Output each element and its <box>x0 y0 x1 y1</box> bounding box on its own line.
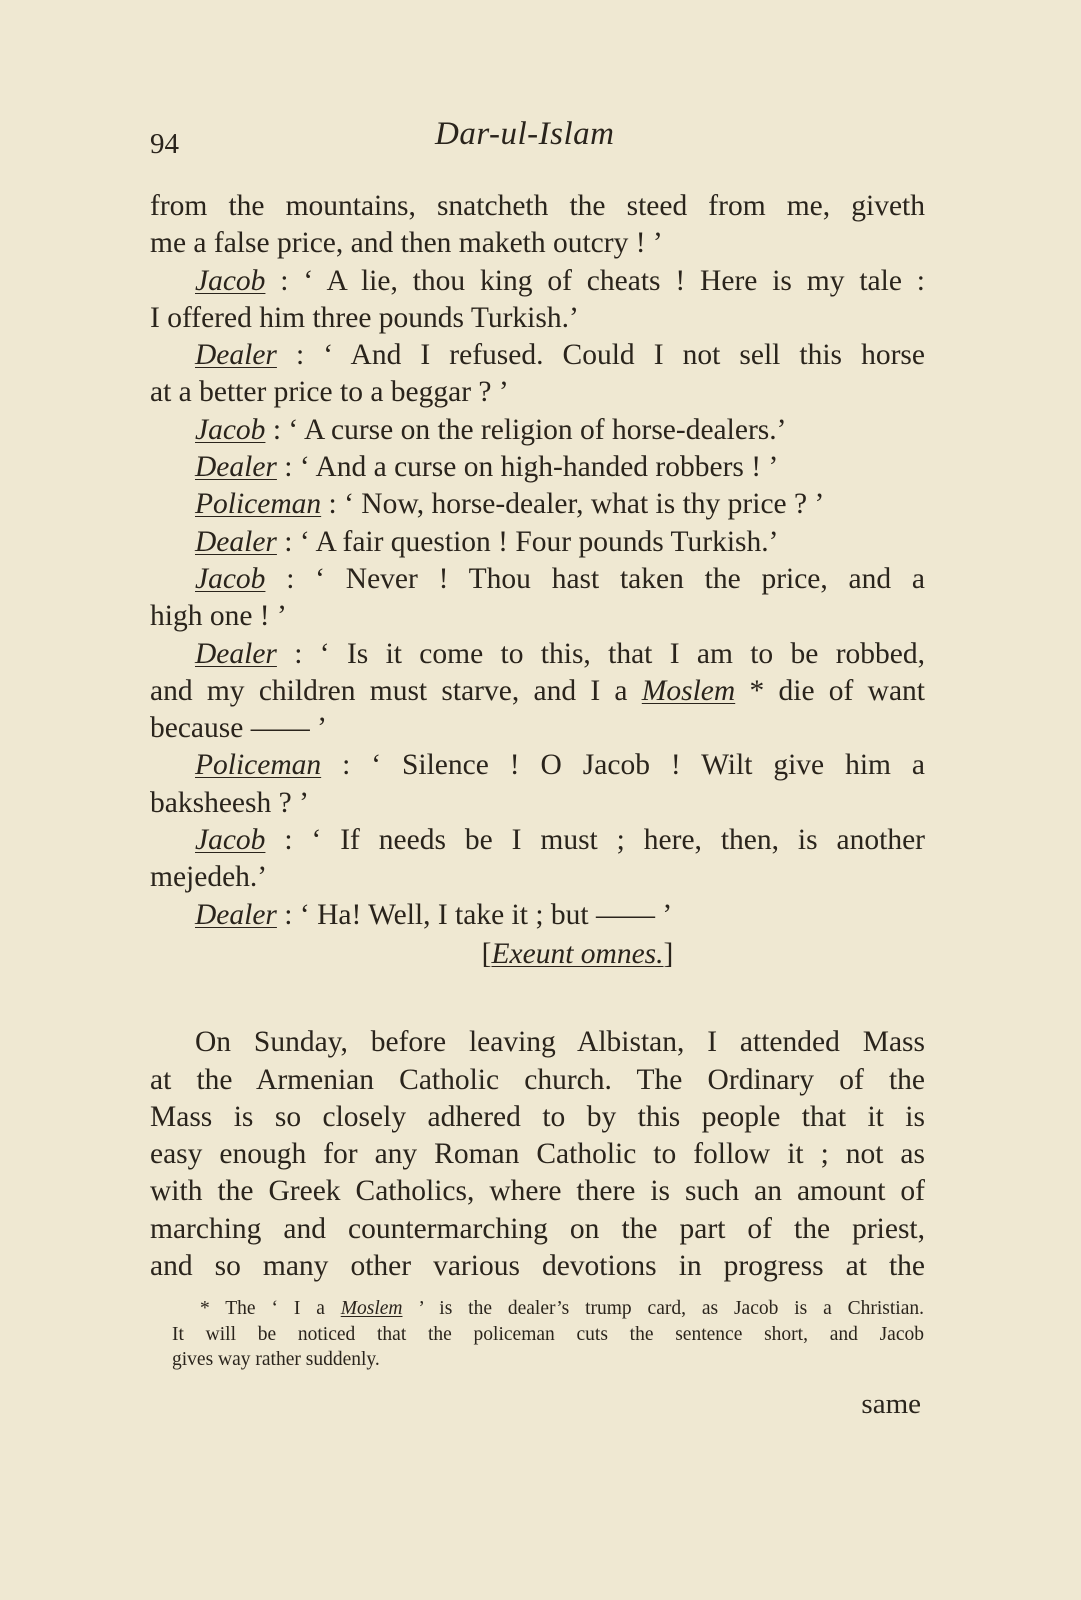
paragraph-line: easy enough for any Roman Catholic to follow it ; not as <box>150 1138 925 1171</box>
page-number: 94 <box>150 128 179 160</box>
page-header <box>150 116 930 160</box>
paragraph-line: and so many other various devotions in progress at the <box>150 1250 925 1283</box>
speaker-name: Dealer <box>195 637 277 670</box>
text-line: because —— ’ <box>150 712 327 745</box>
text-line: me a false price, and then maketh outcry ! ’ <box>150 227 663 260</box>
speaker-name: Jacob <box>195 413 266 446</box>
dialogue-line: Jacob : ‘ If needs be I must ; here, then, is another <box>195 824 925 857</box>
dialogue-line: Dealer : ‘ Is it come to this, that I am to be robbed, <box>195 637 925 670</box>
text-line: baksheesh ? ’ <box>150 786 309 819</box>
footnote-marker: * <box>200 1298 210 1319</box>
speaker-name: Dealer <box>195 339 277 372</box>
dialogue-line: Dealer : ‘ A fair question ! Four pounds Turkish.’ <box>195 525 779 558</box>
paragraph-line: On Sunday, before leaving Albistan, I attended Mass <box>195 1026 925 1059</box>
footnote <box>172 1296 924 1373</box>
dialogue-line: Jacob : ‘ A curse on the religion of horse-dealers.’ <box>195 413 787 446</box>
emphasis-moslem: Moslem <box>340 1298 403 1319</box>
dialogue-text <box>150 188 925 1285</box>
speaker-name: Jacob <box>195 264 266 297</box>
paragraph-gap <box>150 973 925 1024</box>
running-head: Dar-ul-Islam <box>435 116 615 152</box>
speaker-name: Jacob <box>195 824 266 857</box>
text-line: I offered him three pounds Turkish.’ <box>150 301 579 334</box>
footnote-line: gives way rather suddenly. <box>172 1349 380 1370</box>
speaker-name: Dealer <box>195 525 277 558</box>
footnote-line: * The ‘ I a Moslem ’ is the dealer’s trump card, as Jacob is a Christian. <box>200 1298 925 1319</box>
dialogue-line: Jacob : ‘ A lie, thou king of cheats ! Here is my tale : <box>195 264 925 297</box>
text-line: and my children must starve, and I a Moslem * die of want <box>150 674 925 707</box>
dialogue-line: Dealer : ‘ Ha! Well, I take it ; but —— ’ <box>195 898 673 931</box>
paragraph-line: with the Greek Catholics, where there is such an amount of <box>150 1175 925 1208</box>
footnote-line: It will be noticed that the policeman cuts the sentence short, and Jacob <box>172 1323 924 1345</box>
speaker-name: Dealer <box>195 451 277 484</box>
paragraph-line: at the Armenian Catholic church. The Ordinary of the <box>150 1063 925 1096</box>
dialogue-line: Dealer : ‘ And I refused. Could I not sell this horse <box>195 339 925 372</box>
dialogue-line: Jacob : ‘ Never ! Thou hast taken the price, and a <box>195 562 925 595</box>
text-line: mejedeh.’ <box>150 861 268 894</box>
speaker-name: Jacob <box>195 562 266 595</box>
dialogue-line: Policeman : ‘ Silence ! O Jacob ! Wilt give him a <box>195 749 925 782</box>
text-line: high one ! ’ <box>150 600 287 633</box>
stage-direction: [Exeunt omnes.] <box>481 937 674 970</box>
speaker-name: Dealer <box>195 898 277 931</box>
dialogue-line: Dealer : ‘ And a curse on high-handed robbers ! ’ <box>195 451 779 484</box>
dialogue-line: Policeman : ‘ Now, horse-dealer, what is thy price ? ’ <box>195 488 825 521</box>
text-line: at a better price to a beggar ? ’ <box>150 376 509 409</box>
speaker-name: Policeman <box>195 488 322 521</box>
paragraph-line: marching and countermarching on the part of the priest, <box>150 1212 925 1245</box>
paragraph-line: Mass is so closely adhered to by this people that it is <box>150 1100 925 1133</box>
speaker-name: Policeman <box>195 749 322 782</box>
catchword: same <box>861 1388 921 1420</box>
text-line: from the mountains, snatcheth the steed from me, giveth <box>150 190 925 222</box>
emphasis-moslem: Moslem <box>641 674 736 707</box>
